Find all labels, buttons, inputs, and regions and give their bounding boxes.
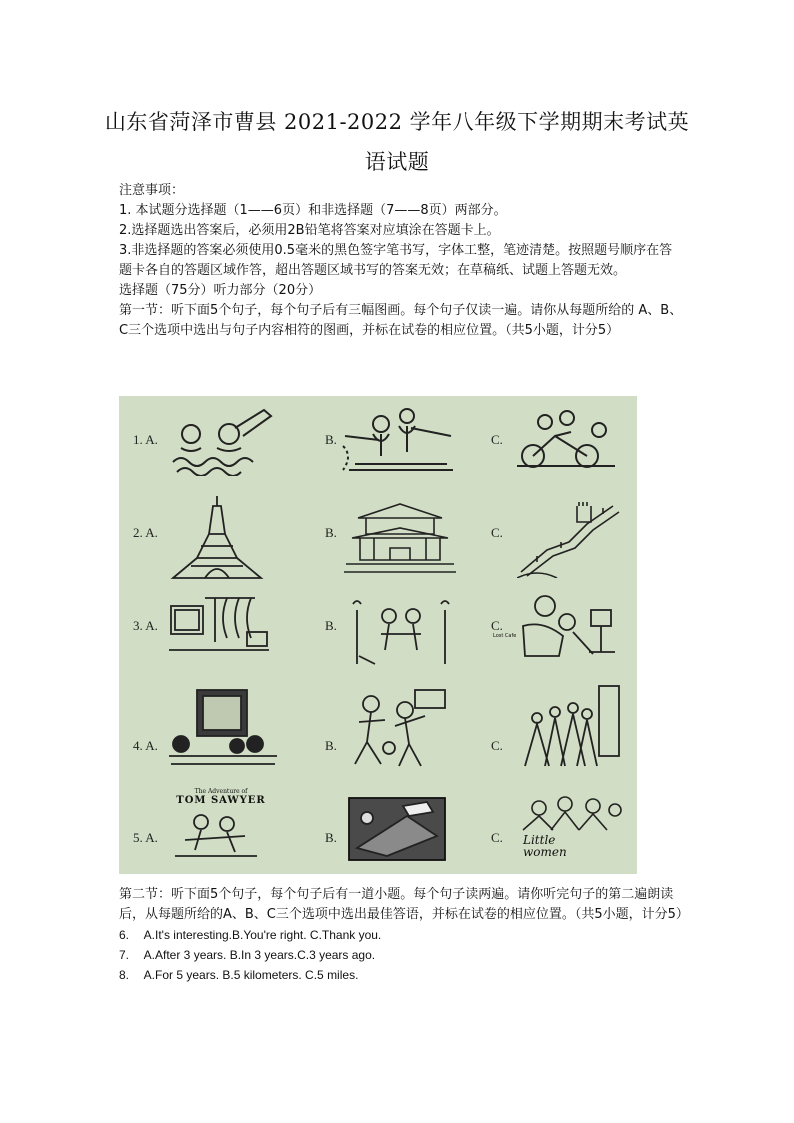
little-women-book — [517, 792, 627, 858]
notes-item-3: 3.非选择题的答案必须使用0.5毫米的黑色签字笔书写，字体工整，笔迹清楚。按照题号顺序在答题卡各自的答题区域作答，超出答题区域书写的答案无效；在草稿纸、试题上答题无效。 — [119, 243, 673, 278]
row3-label-c: C. — [491, 618, 503, 633]
row4-label-c: C. — [491, 738, 503, 753]
question-8-number: 8. — [119, 968, 130, 982]
question-6-number: 6. — [119, 928, 130, 942]
cycling-picture — [511, 406, 621, 470]
question-7 — [119, 945, 685, 965]
shopping-tv-picture — [165, 592, 275, 664]
notes-item-1: 1. 本试题分选择题（1——6页）和非选择题（7——8页）两部分。 — [119, 203, 507, 218]
row1-label-c: C. — [491, 432, 503, 447]
fishing-picture — [341, 406, 461, 474]
notes-block — [119, 181, 685, 341]
tom-sawyer-book — [171, 788, 271, 858]
sign-label: Lost Cafe — [493, 633, 517, 639]
section2-instructions: 第二节：听下面5个句子，每个句子后有一道小题。每个句子读两遍。请你听完句子的第二遍朗读后，从每题所给的A、B、C三个选项中选出最佳答语，并标在试卷的相应位置。（共5小题，计分5） — [119, 887, 689, 922]
section1-instructions: 第一节：听下面5个句子，每个句子后有三幅图画。每个句子仅读一遍。请你从每题所给的 A、B、C三个选项中选出与句子内容相符的图画，并标在试卷的相应位置。（共5小题，计分5） — [119, 303, 683, 338]
row2-label-c: C. — [491, 525, 503, 540]
question-8 — [119, 965, 685, 985]
row3-label-a: 3. A. — [133, 618, 158, 633]
row2-label-b: B. — [325, 525, 337, 540]
question-6-options: A.It's interesting.B.You're right. C.Thank you. — [143, 928, 382, 942]
notes-heading: 注意事项： — [119, 183, 185, 198]
sign-text — [493, 622, 516, 641]
row5-label-a: 5. A. — [133, 830, 158, 845]
row1-label-b: B. — [325, 432, 337, 447]
row1-label-a: 1. A. — [133, 432, 158, 447]
watching-tv-picture — [515, 592, 625, 666]
forbidden-city-picture — [344, 498, 456, 578]
section2-block — [119, 885, 689, 985]
row3-label-b: B. — [325, 618, 337, 633]
book-title-text: TOM SAWYER — [176, 795, 266, 806]
listening-picture-grid — [119, 396, 637, 874]
planting-trees-picture — [351, 594, 451, 666]
book-small-text: The Adventure of — [194, 788, 248, 795]
row5-label-b: B. — [325, 830, 337, 845]
swimming-picture — [169, 404, 279, 476]
question-7-number: 7. — [119, 948, 130, 962]
movie-theater-picture — [167, 686, 279, 768]
row2-label-a: 2. A. — [133, 525, 158, 540]
notes-item-2: 2.选择题选出答案后，必须用2B铅笔将答案对应填涂在答题卡上。 — [119, 223, 500, 238]
little-women-title-1: Little — [523, 833, 556, 847]
part-heading: 选择题（75分）听力部分（20分） — [119, 283, 322, 298]
eiffel-tower-picture — [167, 494, 267, 582]
question-7-options: A.After 3 years. B.In 3 years.C.3 years ago. — [143, 948, 376, 962]
row5-label-c: C. — [491, 830, 503, 845]
crowd-picture — [515, 684, 625, 770]
row4-label-b: B. — [325, 738, 337, 753]
great-wall-picture — [517, 496, 621, 578]
little-women-title-2: women — [523, 845, 567, 859]
question-8-options: A.For 5 years. B.5 kilometers. C.5 miles. — [143, 968, 359, 982]
exam-title-line1: 山东省菏泽市曹县 2021-2022 学年八年级下学期期末考试英 — [104, 110, 690, 134]
basketball-picture — [345, 686, 455, 770]
train-picture — [347, 796, 447, 862]
exam-title-line2: 语试题 — [364, 150, 430, 174]
row4-label-a: 4. A. — [133, 738, 158, 753]
question-6 — [119, 925, 685, 945]
